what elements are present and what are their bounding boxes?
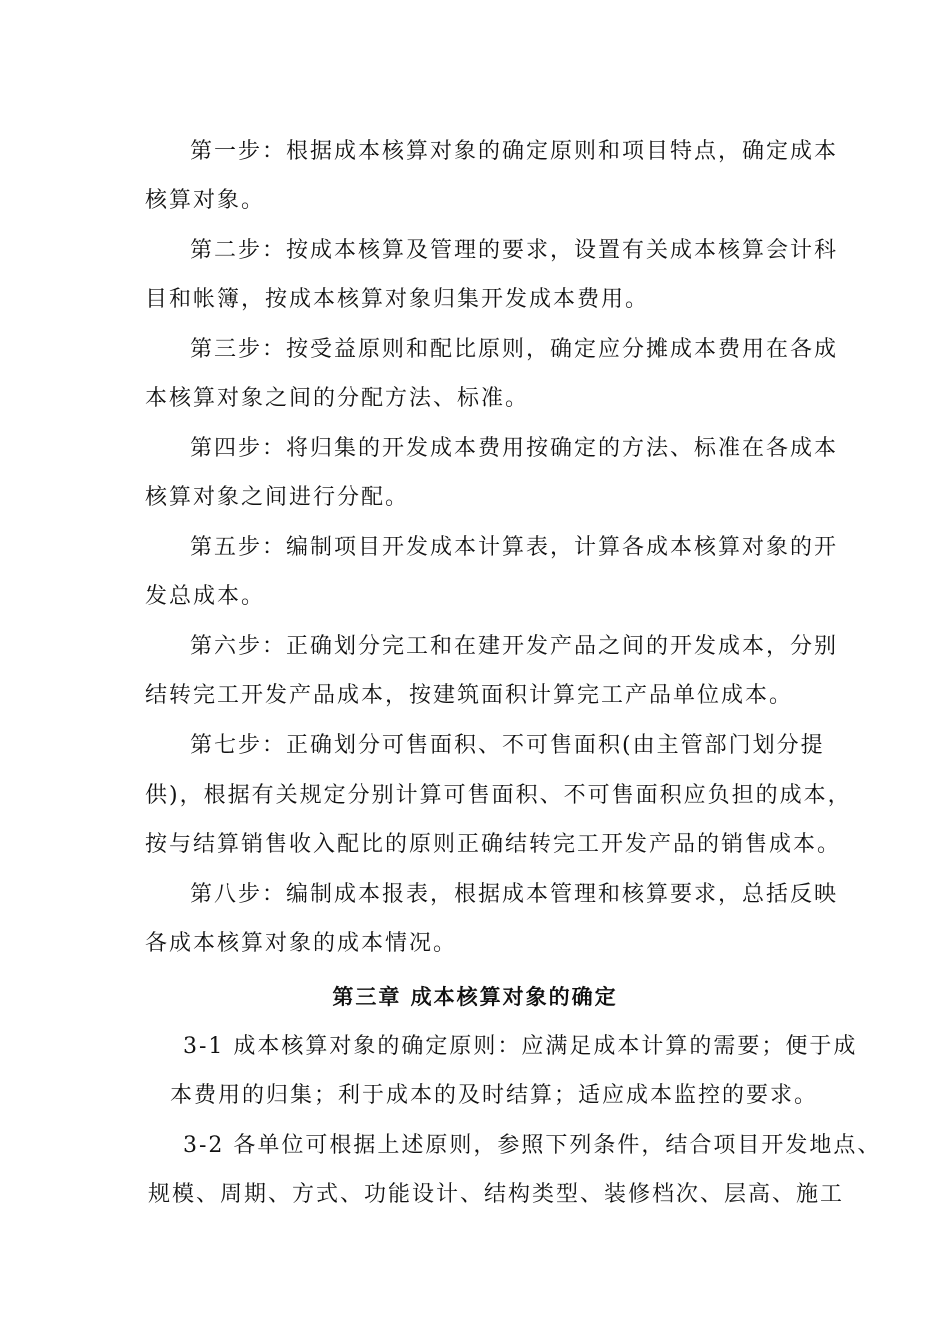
section-3-1-line-1: 3-1 成本核算对象的确定原则：应满足成本计算的需要；便于成 [183, 1034, 858, 1059]
step-4-line-2: 核算对象之间进行分配。 [145, 485, 410, 510]
step-8-line-2: 各成本核算对象的成本情况。 [145, 931, 458, 956]
section-3-1-line-2: 本费用的归集；利于成本的及时结算；适应成本监控的要求。 [170, 1083, 819, 1108]
section-3-2-line-1: 3-2 各单位可根据上述原则，参照下列条件，结合项目开发地点、 [183, 1133, 882, 1158]
section-3-2-line-2: 规模、周期、方式、功能设计、结构类型、装修档次、层高、施工 [148, 1182, 845, 1207]
step-6-line-1: 第六步：正确划分完工和在建开发产品之间的开发成本，分别 [190, 634, 839, 659]
step-7-line-2: 供)，根据有关规定分别计算可售面积、不可售面积应负担的成本， [145, 783, 852, 808]
step-8-line-1: 第八步：编制成本报表，根据成本管理和核算要求，总括反映 [190, 882, 839, 907]
step-6-line-2: 结转完工开发产品成本，按建筑面积计算完工产品单位成本。 [145, 683, 794, 708]
step-5-line-2: 发总成本。 [145, 584, 266, 609]
step-3-line-1: 第三步：按受益原则和配比原则，确定应分摊成本费用在各成 [190, 337, 839, 362]
step-2-line-2: 目和帐簿，按成本核算对象归集开发成本费用。 [145, 287, 650, 312]
step-7-line-1: 第七步：正确划分可售面积、不可售面积(由主管部门划分提 [190, 733, 825, 758]
step-7-line-3: 按与结算销售收入配比的原则正确结转完工开发产品的销售成本。 [145, 832, 842, 857]
step-1-line-2: 核算对象。 [145, 188, 266, 213]
step-1-line-1: 第一步：根据成本核算对象的确定原则和项目特点，确定成本 [190, 139, 839, 164]
step-5-line-1: 第五步：编制项目开发成本计算表，计算各成本核算对象的开 [190, 535, 839, 560]
step-2-line-1: 第二步：按成本核算及管理的要求，设置有关成本核算会计科 [190, 238, 839, 263]
step-4-line-1: 第四步：将归集的开发成本费用按确定的方法、标准在各成本 [190, 436, 839, 461]
step-3-line-2: 本核算对象之间的分配方法、标准。 [145, 386, 530, 411]
chapter-title: 第三章 成本核算对象的确定 [332, 985, 618, 1009]
